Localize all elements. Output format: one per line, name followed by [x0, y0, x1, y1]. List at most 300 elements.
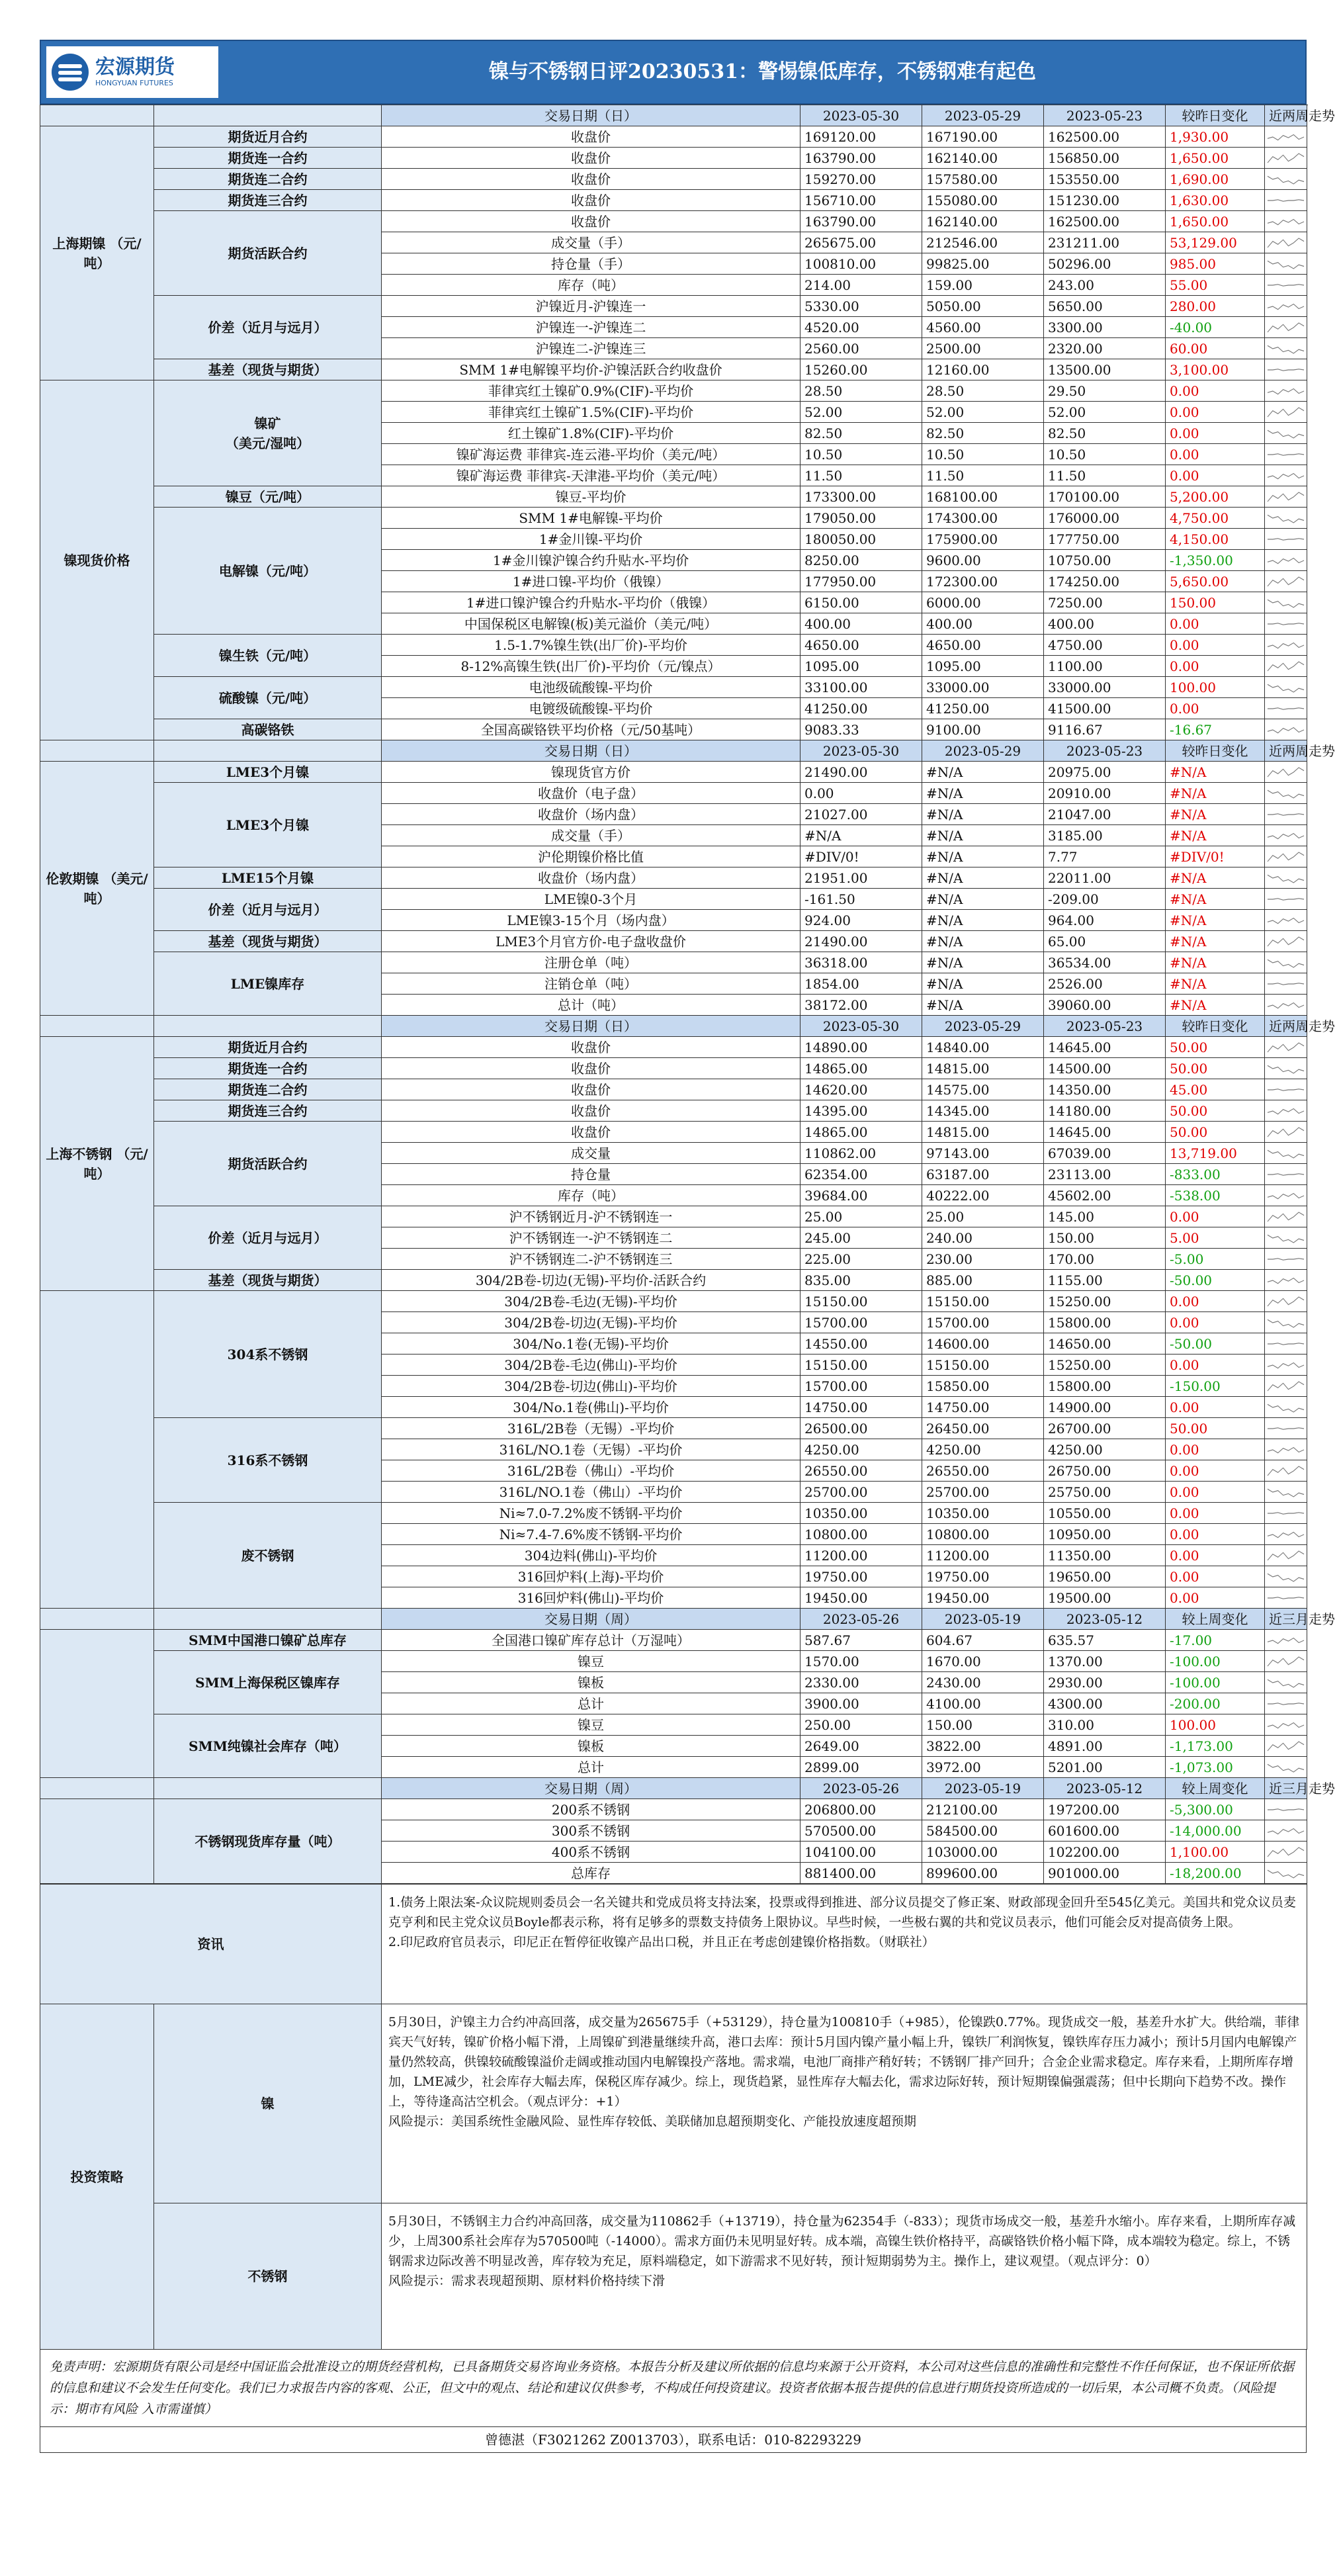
- trend-sparkline: [1265, 1799, 1307, 1820]
- trend-sparkline: [1265, 1503, 1307, 1524]
- indicator-name: 持仓量（手）: [382, 253, 800, 275]
- value-cell: 21490.00: [800, 762, 922, 783]
- trend-sparkline: [1265, 1312, 1307, 1333]
- value-cell: 10950.00: [1044, 1524, 1166, 1545]
- trend-sparkline: [1265, 635, 1307, 656]
- group-label: [40, 1799, 154, 1884]
- trend-sparkline: [1265, 1206, 1307, 1227]
- header-blank: [154, 1778, 382, 1799]
- trend-sparkline: [1265, 126, 1307, 148]
- value-cell: 15250.00: [1044, 1355, 1166, 1376]
- subgroup-label: SMM纯镍社会库存（吨）: [154, 1714, 382, 1778]
- subgroup-label: 价差（近月与远月）: [154, 296, 382, 359]
- value-cell: 41250.00: [800, 698, 922, 719]
- change-cell: 50.00: [1166, 1418, 1265, 1439]
- value-cell: 25.00: [800, 1206, 922, 1227]
- trend-sparkline: [1265, 889, 1307, 910]
- change-cell: 280.00: [1166, 296, 1265, 317]
- subgroup-label: 期货连二合约: [154, 1079, 382, 1100]
- value-cell: 4650.00: [800, 635, 922, 656]
- change-cell: 0.00: [1166, 1587, 1265, 1609]
- value-cell: 4300.00: [1044, 1693, 1166, 1714]
- value-cell: 14645.00: [1044, 1122, 1166, 1143]
- change-cell: -538.00: [1166, 1185, 1265, 1206]
- value-cell: 885.00: [922, 1270, 1044, 1291]
- indicator-name: 总计: [382, 1757, 800, 1778]
- change-cell: 0.00: [1166, 1460, 1265, 1482]
- change-cell: 1,650.00: [1166, 148, 1265, 169]
- value-cell: 4250.00: [1044, 1439, 1166, 1460]
- change-cell: 13,719.00: [1166, 1143, 1265, 1164]
- value-cell: 170100.00: [1044, 486, 1166, 508]
- value-cell: 162500.00: [1044, 211, 1166, 232]
- value-cell: 20975.00: [1044, 762, 1166, 783]
- value-cell: 587.67: [800, 1630, 922, 1651]
- value-cell: 635.57: [1044, 1630, 1166, 1651]
- change-cell: #N/A: [1166, 762, 1265, 783]
- indicator-name: SMM 1#电解镍-平均价: [382, 508, 800, 529]
- trend-sparkline: [1265, 508, 1307, 529]
- indicator-name: 收盘价: [382, 126, 800, 148]
- value-cell: 225.00: [800, 1249, 922, 1270]
- value-cell: 5650.00: [1044, 296, 1166, 317]
- indicator-name: 304/2B卷-毛边(佛山)-平均价: [382, 1355, 800, 1376]
- change-cell: 0.00: [1166, 423, 1265, 444]
- value-cell: 13500.00: [1044, 359, 1166, 380]
- value-cell: 162500.00: [1044, 126, 1166, 148]
- value-cell: 10800.00: [800, 1524, 922, 1545]
- value-cell: #N/A: [922, 931, 1044, 952]
- subgroup-label: SMM中国港口镍矿总库存: [154, 1630, 382, 1651]
- value-cell: 265675.00: [800, 232, 922, 253]
- value-cell: 19450.00: [800, 1587, 922, 1609]
- change-cell: 0.00: [1166, 1524, 1265, 1545]
- subgroup-label: 镍豆（元/吨）: [154, 486, 382, 508]
- indicator-name: 收盘价: [382, 190, 800, 211]
- header-blank: [154, 740, 382, 762]
- value-cell: 250.00: [800, 1714, 922, 1736]
- indicator-name: 总计（吨）: [382, 995, 800, 1016]
- group-label: [40, 1291, 154, 1609]
- value-cell: 570500.00: [800, 1820, 922, 1842]
- value-cell: 15800.00: [1044, 1376, 1166, 1397]
- value-cell: 10800.00: [922, 1524, 1044, 1545]
- value-cell: 167190.00: [922, 126, 1044, 148]
- value-cell: 9600.00: [922, 550, 1044, 571]
- indicator-name: 304/2B卷-切边(佛山)-平均价: [382, 1376, 800, 1397]
- indicator-name: 316L/2B卷（无锡）-平均价: [382, 1418, 800, 1439]
- value-cell: 159270.00: [800, 169, 922, 190]
- subgroup-label: 期货连一合约: [154, 148, 382, 169]
- trend-sparkline: [1265, 1185, 1307, 1206]
- company-logo: [46, 46, 218, 98]
- value-cell: 14575.00: [922, 1079, 1044, 1100]
- change-cell: #N/A: [1166, 995, 1265, 1016]
- indicator-name: 1.5-1.7%镍生铁(出厂价)-平均价: [382, 635, 800, 656]
- value-cell: 110862.00: [800, 1143, 922, 1164]
- trend-sparkline: [1265, 571, 1307, 592]
- header-cell: 2023-05-30: [800, 1016, 922, 1037]
- change-cell: -50.00: [1166, 1333, 1265, 1355]
- value-cell: 3822.00: [922, 1736, 1044, 1757]
- change-cell: 5.00: [1166, 1227, 1265, 1249]
- value-cell: #DIV/0!: [800, 846, 922, 867]
- value-cell: 14620.00: [800, 1079, 922, 1100]
- value-cell: 11.50: [922, 465, 1044, 486]
- change-cell: -40.00: [1166, 317, 1265, 338]
- value-cell: 11200.00: [922, 1545, 1044, 1566]
- value-cell: 4520.00: [800, 317, 922, 338]
- change-cell: #N/A: [1166, 973, 1265, 995]
- value-cell: 26750.00: [1044, 1460, 1166, 1482]
- value-cell: 310.00: [1044, 1714, 1166, 1736]
- trend-sparkline: [1265, 486, 1307, 508]
- value-cell: 97143.00: [922, 1143, 1044, 1164]
- group-label: 镍现货价格: [40, 380, 154, 740]
- news-text: 1.债务上限法案-众议院规则委员会一名关键共和党成员将支持法案，投票或得到推进、部分议员提交了修正案、财政部现金回升至545亿美元。美国共和党众议员麦克亨利和民主党众议员Boyle都表示称，将有足够多的票数支持债务上限协议。早些时候，一些极右翼的共和党议员表示，他们可能会反对提高债务上限。 2.印尼政府官员表示，印尼正在暂停征收镍产品出口税，并且正在考虑创建镍价格指数。（财联社）: [382, 1885, 1307, 2004]
- value-cell: 3300.00: [1044, 317, 1166, 338]
- trend-sparkline: [1265, 804, 1307, 825]
- value-cell: 22011.00: [1044, 867, 1166, 889]
- value-cell: 14180.00: [1044, 1100, 1166, 1122]
- section-header-row: [40, 740, 1307, 762]
- header-blank: [154, 1016, 382, 1037]
- value-cell: 28.50: [800, 380, 922, 402]
- subgroup-label: 期货活跃合约: [154, 1122, 382, 1206]
- trend-sparkline: [1265, 783, 1307, 804]
- value-cell: 25700.00: [922, 1482, 1044, 1503]
- value-cell: 14840.00: [922, 1037, 1044, 1058]
- table-row: [40, 1291, 1307, 1312]
- value-cell: 5050.00: [922, 296, 1044, 317]
- value-cell: 2560.00: [800, 338, 922, 359]
- value-cell: 11350.00: [1044, 1545, 1166, 1566]
- change-cell: -50.00: [1166, 1270, 1265, 1291]
- trend-sparkline: [1265, 359, 1307, 380]
- change-cell: 50.00: [1166, 1122, 1265, 1143]
- news-label: 资讯: [40, 1885, 382, 2004]
- change-cell: -16.67: [1166, 719, 1265, 740]
- change-cell: #N/A: [1166, 783, 1265, 804]
- value-cell: #N/A: [922, 762, 1044, 783]
- trend-sparkline: [1265, 1291, 1307, 1312]
- indicator-name: 收盘价: [382, 1058, 800, 1079]
- change-cell: #N/A: [1166, 952, 1265, 973]
- value-cell: 6150.00: [800, 592, 922, 613]
- trend-sparkline: [1265, 1333, 1307, 1355]
- subgroup-label: 电解镍（元/吨）: [154, 508, 382, 635]
- header-blank: [154, 1609, 382, 1630]
- trend-sparkline: [1265, 1672, 1307, 1693]
- trend-sparkline: [1265, 211, 1307, 232]
- header-cell: 较上周变化: [1166, 1609, 1265, 1630]
- indicator-name: 菲律宾红土镍矿0.9%(CIF)-平均价: [382, 380, 800, 402]
- value-cell: 2526.00: [1044, 973, 1166, 995]
- header-blank: [40, 1609, 154, 1630]
- header-cell: 交易日期（日）: [382, 1016, 800, 1037]
- value-cell: 19650.00: [1044, 1566, 1166, 1587]
- value-cell: #N/A: [922, 995, 1044, 1016]
- value-cell: 5201.00: [1044, 1757, 1166, 1778]
- value-cell: 11.50: [1044, 465, 1166, 486]
- section-header-row: [40, 1609, 1307, 1630]
- trend-sparkline: [1265, 677, 1307, 698]
- indicator-name: 镍板: [382, 1736, 800, 1757]
- value-cell: 40222.00: [922, 1185, 1044, 1206]
- indicator-name: 全国港口镍矿库存总计（万湿吨）: [382, 1630, 800, 1651]
- value-cell: -161.50: [800, 889, 922, 910]
- value-cell: 9100.00: [922, 719, 1044, 740]
- change-cell: 1,650.00: [1166, 211, 1265, 232]
- subgroup-label: 价差（近月与远月）: [154, 1206, 382, 1270]
- indicator-name: 库存（吨）: [382, 275, 800, 296]
- table-row: [40, 1058, 1307, 1079]
- indicator-name: 收盘价: [382, 169, 800, 190]
- value-cell: 901000.00: [1044, 1863, 1166, 1884]
- value-cell: 1095.00: [922, 656, 1044, 677]
- trend-sparkline: [1265, 275, 1307, 296]
- indicator-name: 304边料(佛山)-平均价: [382, 1545, 800, 1566]
- value-cell: 881400.00: [800, 1863, 922, 1884]
- change-cell: 0.00: [1166, 635, 1265, 656]
- group-label: 伦敦期镍 （美元/吨）: [40, 762, 154, 1016]
- trend-sparkline: [1265, 1355, 1307, 1376]
- indicator-name: 注册仓单（吨）: [382, 952, 800, 973]
- value-cell: 10350.00: [800, 1503, 922, 1524]
- change-cell: 53,129.00: [1166, 232, 1265, 253]
- subgroup-label: 304系不锈钢: [154, 1291, 382, 1418]
- value-cell: 159.00: [922, 275, 1044, 296]
- header-cell: 近两周走势: [1265, 1016, 1307, 1037]
- value-cell: 14650.00: [1044, 1333, 1166, 1355]
- change-cell: -1,350.00: [1166, 550, 1265, 571]
- value-cell: 25750.00: [1044, 1482, 1166, 1503]
- trend-sparkline: [1265, 380, 1307, 402]
- header-cell: 2023-05-23: [1044, 740, 1166, 762]
- indicator-name: 收盘价: [382, 1122, 800, 1143]
- trend-sparkline: [1265, 1418, 1307, 1439]
- trend-sparkline: [1265, 1545, 1307, 1566]
- indicator-name: 镍豆-平均价: [382, 486, 800, 508]
- report-banner: [40, 40, 1307, 105]
- change-cell: 5,200.00: [1166, 486, 1265, 508]
- change-cell: 60.00: [1166, 338, 1265, 359]
- value-cell: 11200.00: [800, 1545, 922, 1566]
- indicator-name: LME镍0-3个月: [382, 889, 800, 910]
- trend-sparkline: [1265, 1736, 1307, 1757]
- value-cell: 240.00: [922, 1227, 1044, 1249]
- value-cell: 28.50: [922, 380, 1044, 402]
- value-cell: 19500.00: [1044, 1587, 1166, 1609]
- change-cell: 1,690.00: [1166, 169, 1265, 190]
- subgroup-label: LME15个月镍: [154, 867, 382, 889]
- value-cell: 4100.00: [922, 1693, 1044, 1714]
- indicator-name: 收盘价: [382, 148, 800, 169]
- change-cell: 0.00: [1166, 1439, 1265, 1460]
- subgroup-label: 期货近月合约: [154, 1037, 382, 1058]
- change-cell: 0.00: [1166, 465, 1265, 486]
- value-cell: 62354.00: [800, 1164, 922, 1185]
- table-row: [40, 1418, 1307, 1439]
- group-label: 上海不锈钢 （元/吨）: [40, 1037, 154, 1291]
- header-cell: 较昨日变化: [1166, 740, 1265, 762]
- header-cell: 2023-05-30: [800, 740, 922, 762]
- value-cell: 3185.00: [1044, 825, 1166, 846]
- trend-sparkline: [1265, 973, 1307, 995]
- indicator-name: 中国保税区电解镍(板)美元溢价（美元/吨）: [382, 613, 800, 635]
- trend-sparkline: [1265, 1820, 1307, 1842]
- value-cell: 172300.00: [922, 571, 1044, 592]
- change-cell: 50.00: [1166, 1100, 1265, 1122]
- subgroup-label: 基差（现货与期货）: [154, 1270, 382, 1291]
- strategy-ss-label: 不锈钢: [154, 2203, 382, 2350]
- value-cell: 175900.00: [922, 529, 1044, 550]
- strategy-label: 投资策略: [40, 2004, 154, 2350]
- value-cell: 14550.00: [800, 1333, 922, 1355]
- subgroup-label: 基差（现货与期货）: [154, 931, 382, 952]
- change-cell: 50.00: [1166, 1037, 1265, 1058]
- value-cell: 1155.00: [1044, 1270, 1166, 1291]
- logo-name-cn: 宏源期货: [95, 56, 175, 79]
- table-row: [40, 1079, 1307, 1100]
- value-cell: #N/A: [922, 804, 1044, 825]
- value-cell: 52.00: [922, 402, 1044, 423]
- value-cell: 14395.00: [800, 1100, 922, 1122]
- value-cell: 14815.00: [922, 1058, 1044, 1079]
- header-cell: 近三月走势: [1265, 1609, 1307, 1630]
- value-cell: 12160.00: [922, 359, 1044, 380]
- value-cell: 41500.00: [1044, 698, 1166, 719]
- indicator-name: 316L/2B卷（佛山）-平均价: [382, 1460, 800, 1482]
- value-cell: 14865.00: [800, 1122, 922, 1143]
- value-cell: 4650.00: [922, 635, 1044, 656]
- logo-name-en: HONGYUAN FUTURES: [95, 79, 173, 87]
- value-cell: 67039.00: [1044, 1143, 1166, 1164]
- value-cell: 168100.00: [922, 486, 1044, 508]
- value-cell: 15700.00: [922, 1312, 1044, 1333]
- indicator-name: 收盘价: [382, 1037, 800, 1058]
- change-cell: 0.00: [1166, 1566, 1265, 1587]
- value-cell: 4250.00: [800, 1439, 922, 1460]
- trend-sparkline: [1265, 1122, 1307, 1143]
- value-cell: 5330.00: [800, 296, 922, 317]
- value-cell: 8250.00: [800, 550, 922, 571]
- indicator-name: SMM 1#电解镍平均价-沪镍活跃合约收盘价: [382, 359, 800, 380]
- header-cell: 2023-05-29: [922, 740, 1044, 762]
- change-cell: 1,930.00: [1166, 126, 1265, 148]
- change-cell: 0.00: [1166, 1397, 1265, 1418]
- value-cell: 212546.00: [922, 232, 1044, 253]
- indicator-name: 成交量（手）: [382, 232, 800, 253]
- value-cell: 26550.00: [922, 1460, 1044, 1482]
- change-cell: 1,100.00: [1166, 1842, 1265, 1863]
- trend-sparkline: [1265, 952, 1307, 973]
- table-row: [40, 1503, 1307, 1524]
- value-cell: 14750.00: [922, 1397, 1044, 1418]
- value-cell: #N/A: [922, 889, 1044, 910]
- indicator-name: 316回炉料(上海)-平均价: [382, 1566, 800, 1587]
- change-cell: -5,300.00: [1166, 1799, 1265, 1820]
- value-cell: 10.50: [1044, 444, 1166, 465]
- value-cell: 6000.00: [922, 592, 1044, 613]
- value-cell: 153550.00: [1044, 169, 1166, 190]
- header-cell: 2023-05-26: [800, 1609, 922, 1630]
- indicator-name: 镍矿海运费 菲律宾-连云港-平均价（美元/吨）: [382, 444, 800, 465]
- table-row: [40, 380, 1307, 402]
- trend-sparkline: [1265, 1587, 1307, 1609]
- value-cell: 9116.67: [1044, 719, 1166, 740]
- value-cell: 50296.00: [1044, 253, 1166, 275]
- change-cell: -200.00: [1166, 1693, 1265, 1714]
- indicator-name: 316回炉料(佛山)-平均价: [382, 1587, 800, 1609]
- trend-sparkline: [1265, 169, 1307, 190]
- value-cell: 38172.00: [800, 995, 922, 1016]
- table-row: [40, 148, 1307, 169]
- indicator-name: 总计: [382, 1693, 800, 1714]
- value-cell: 15260.00: [800, 359, 922, 380]
- indicator-name: 成交量（手）: [382, 825, 800, 846]
- table-row: [40, 508, 1307, 529]
- value-cell: 39060.00: [1044, 995, 1166, 1016]
- trend-sparkline: [1265, 550, 1307, 571]
- trend-sparkline: [1265, 232, 1307, 253]
- change-cell: #N/A: [1166, 910, 1265, 931]
- trend-sparkline: [1265, 592, 1307, 613]
- indicator-name: Ni≈7.0-7.2%废不锈钢-平均价: [382, 1503, 800, 1524]
- value-cell: 25700.00: [800, 1482, 922, 1503]
- change-cell: 100.00: [1166, 677, 1265, 698]
- value-cell: 14345.00: [922, 1100, 1044, 1122]
- change-cell: -14,000.00: [1166, 1820, 1265, 1842]
- value-cell: 14815.00: [922, 1122, 1044, 1143]
- value-cell: 206800.00: [800, 1799, 922, 1820]
- indicator-name: 304/2B卷-切边(无锡)-平均价: [382, 1312, 800, 1333]
- value-cell: 45602.00: [1044, 1185, 1166, 1206]
- value-cell: 245.00: [800, 1227, 922, 1249]
- value-cell: 10.50: [922, 444, 1044, 465]
- indicator-name: 镍现货官方价: [382, 762, 800, 783]
- value-cell: 4750.00: [1044, 635, 1166, 656]
- header-cell: 交易日期（日）: [382, 105, 800, 126]
- trend-sparkline: [1265, 825, 1307, 846]
- indicator-name: 沪伦期镍价格比值: [382, 846, 800, 867]
- value-cell: 14900.00: [1044, 1397, 1166, 1418]
- value-cell: 835.00: [800, 1270, 922, 1291]
- trend-sparkline: [1265, 253, 1307, 275]
- value-cell: 26550.00: [800, 1460, 922, 1482]
- value-cell: 230.00: [922, 1249, 1044, 1270]
- indicator-name: 沪不锈钢连一-沪不锈钢连二: [382, 1227, 800, 1249]
- header-blank: [40, 1778, 154, 1799]
- change-cell: 0.00: [1166, 698, 1265, 719]
- value-cell: 9083.33: [800, 719, 922, 740]
- value-cell: 21027.00: [800, 804, 922, 825]
- value-cell: 243.00: [1044, 275, 1166, 296]
- subgroup-label: 期货连一合约: [154, 1058, 382, 1079]
- subgroup-label: LME3个月镍: [154, 783, 382, 867]
- indicator-name: 收盘价（电子盘）: [382, 783, 800, 804]
- value-cell: 162140.00: [922, 211, 1044, 232]
- trend-sparkline: [1265, 1037, 1307, 1058]
- table-row: [40, 169, 1307, 190]
- change-cell: 4,750.00: [1166, 508, 1265, 529]
- value-cell: 2330.00: [800, 1672, 922, 1693]
- change-cell: 100.00: [1166, 1714, 1265, 1736]
- header-cell: 2023-05-23: [1044, 1016, 1166, 1037]
- header-blank: [40, 740, 154, 762]
- value-cell: 26500.00: [800, 1418, 922, 1439]
- trend-sparkline: [1265, 613, 1307, 635]
